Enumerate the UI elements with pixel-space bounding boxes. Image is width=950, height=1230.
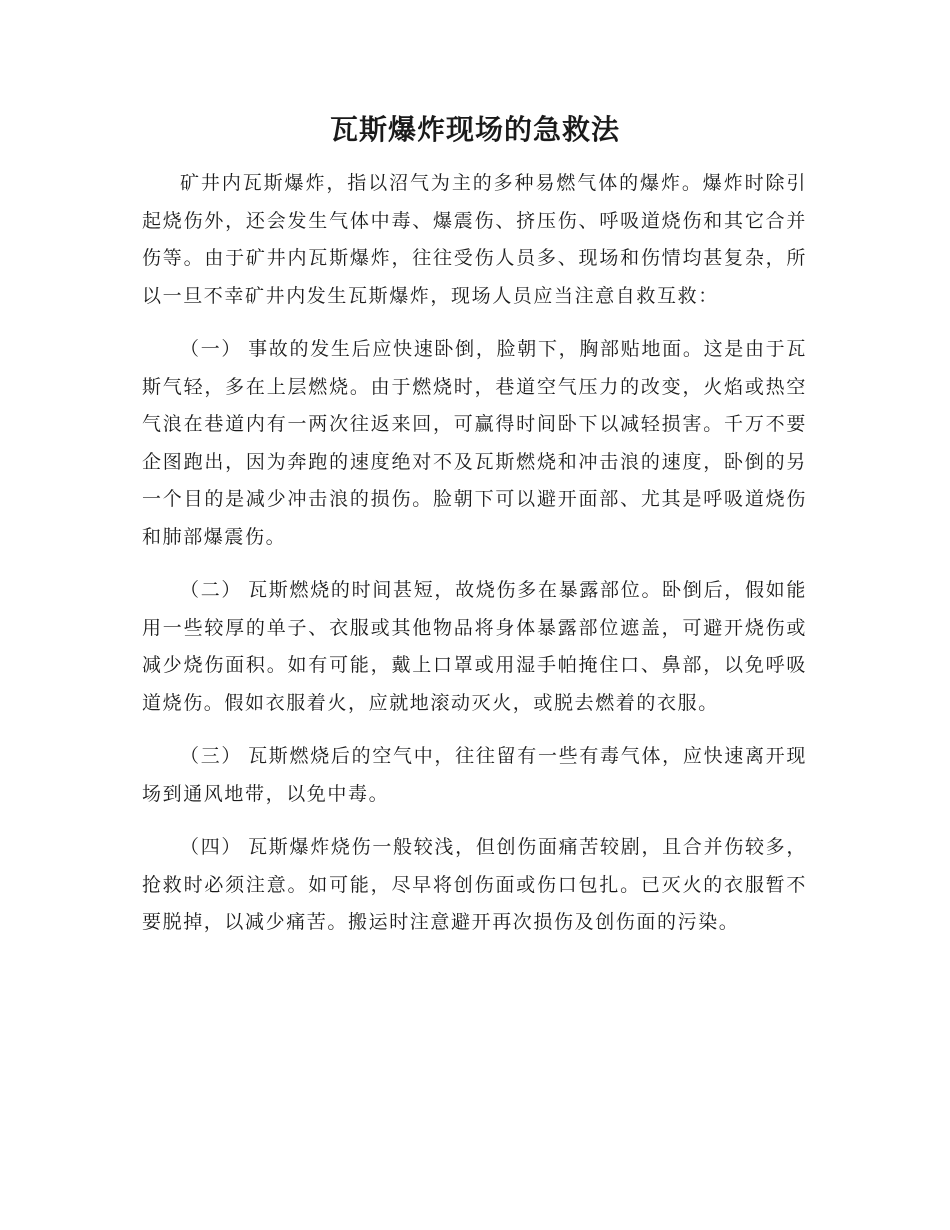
document-body bbox=[142, 165, 807, 942]
item-text: 事故的发生后应快速卧倒，脸朝下，胸部贴地面。这是由于瓦斯气轻，多在上层燃烧。由于燃烧时，巷道空气压力的改变，火焰或热空气浪在巷道内有一两次往返来回，可赢得时间卧下以减轻损害。千万不要企图跑出，因为奔跑的速度绝对不及瓦斯燃烧和冲击浪的速度，卧倒的另一个目的是减少冲击浪的损伤。脸朝下可以避开面部、尤其是呼吸道烧伤和肺部爆震伤。 bbox=[142, 338, 807, 548]
list-item-3 bbox=[142, 738, 807, 813]
item-text: 瓦斯爆炸烧伤一般较浅，但创伤面痛苦较剧，且合并伤较多，抢救时必须注意。如可能，尽早将创伤面或伤口包扎。已灭火的衣服暂不要脱掉，以减少痛苦。搬运时注意避开再次损伤及创伤面的污染。 bbox=[142, 836, 807, 933]
item-marker: （一） bbox=[180, 338, 243, 360]
item-text: 瓦斯燃烧的时间甚短，故烧伤多在暴露部位。卧倒后，假如能用一些较厚的单子、衣服或其他物品将身体暴露部位遮盖，可避开烧伤或减少烧伤面积。如有可能，戴上口罩或用湿手帕掩住口、鼻部，以免呼吸道烧伤。假如衣服着火，应就地滚动灭火，或脱去燃着的衣服。 bbox=[142, 579, 807, 714]
document-title: 瓦斯爆炸现场的急救法 bbox=[329, 113, 620, 146]
list-item-2 bbox=[142, 572, 807, 722]
item-marker: （四） bbox=[180, 836, 243, 858]
list-item-4 bbox=[142, 829, 807, 942]
item-marker: （二） bbox=[180, 579, 243, 601]
item-text: 瓦斯燃烧后的空气中，往往留有一些有毒气体，应快速离开现场到通风地带，以免中毒。 bbox=[142, 745, 807, 805]
intro-paragraph: 矿井内瓦斯爆炸，指以沼气为主的多种易燃气体的爆炸。爆炸时除引起烧伤外，还会发生气体中毒、爆震伤、挤压伤、呼吸道烧伤和其它合并伤等。由于矿井内瓦斯爆炸，往往受伤人员多、现场和伤情均甚复杂，所以一旦不幸矿井内发生瓦斯爆炸，现场人员应当注意自救互救： bbox=[142, 172, 807, 307]
list-item-1 bbox=[142, 331, 807, 556]
item-marker: （三） bbox=[180, 745, 243, 767]
